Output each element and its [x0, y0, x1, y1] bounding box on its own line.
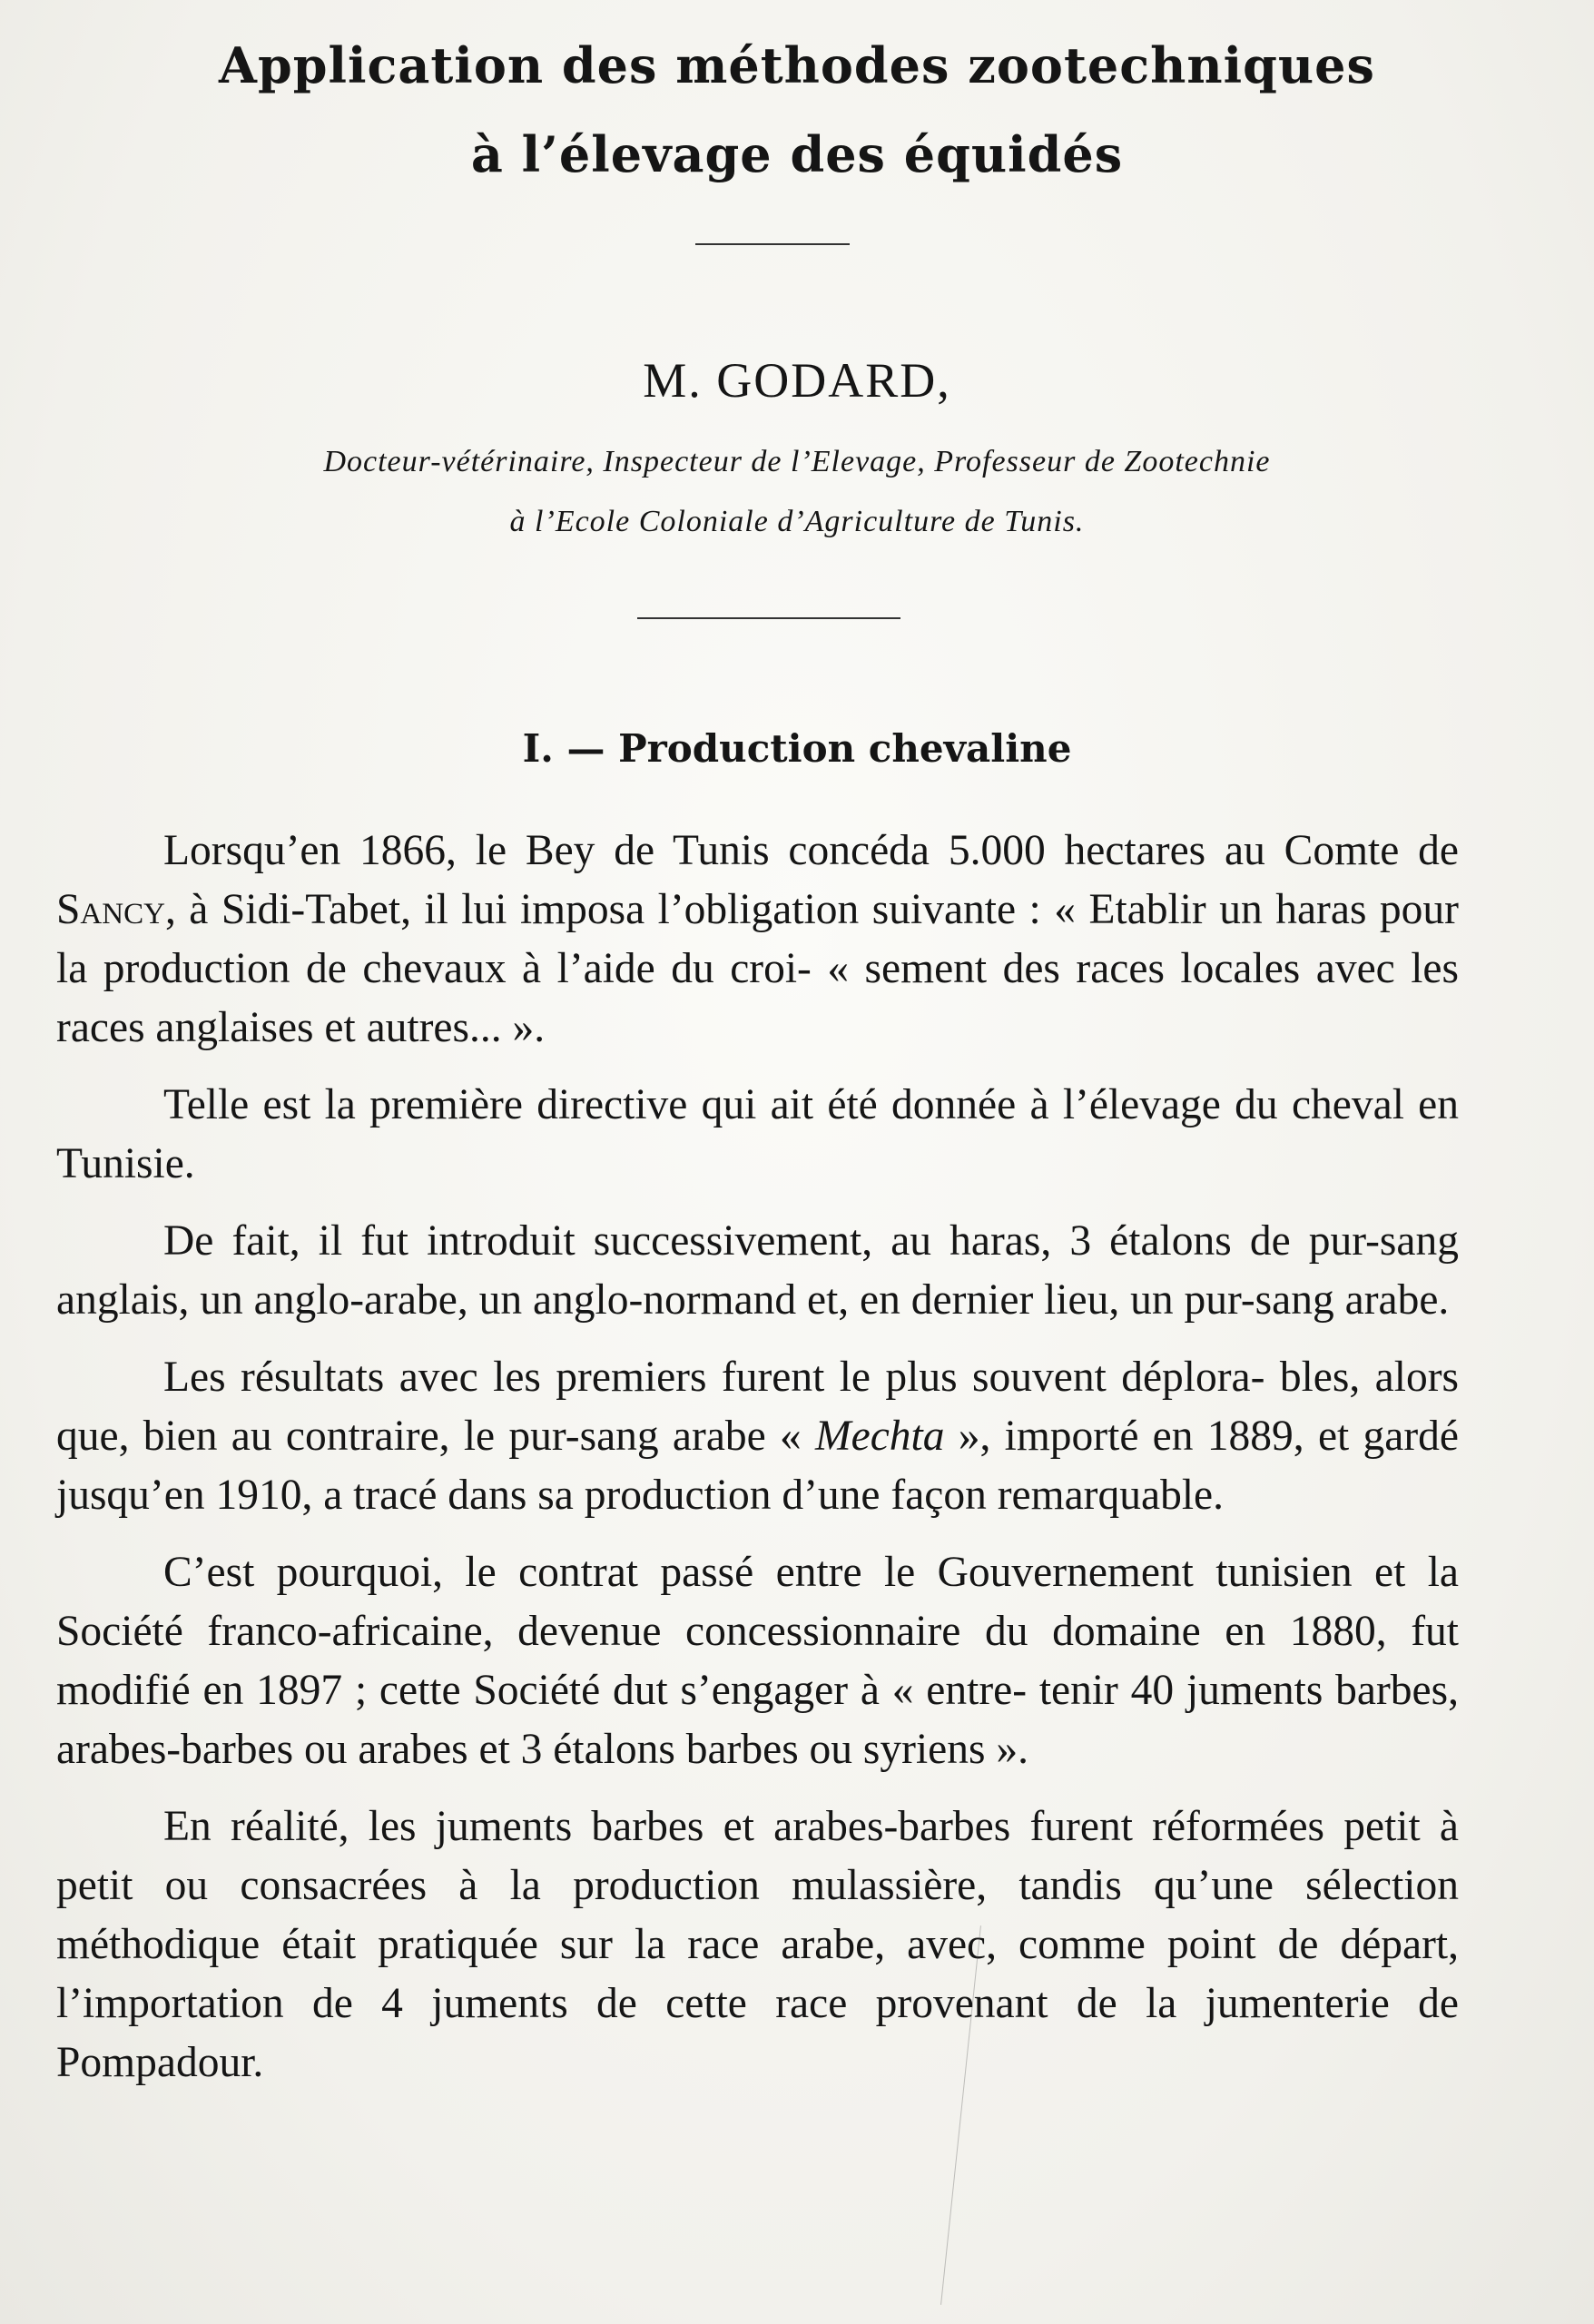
- paragraph-2: Telle est la première directive qui ait été donnée à l’élevage du cheval en Tunisie.: [56, 1081, 1459, 1187]
- title-divider: [695, 243, 850, 245]
- body-text: [56, 822, 1459, 2111]
- paragraph-1-part-a: Lorsqu’en 1866, le Bey de Tunis concéda 5.000 hectares au Comte de: [163, 827, 1459, 874]
- title-line-2: à l’élevage des équidés: [470, 125, 1124, 183]
- author-affiliation-line-2: à l’Ecole Coloniale d’Agriculture de Tunis.: [509, 505, 1085, 538]
- author-affiliation-line-1: Docteur-vétérinaire, Inspecteur de l’Elevage, Professeur de Zootechnie: [323, 445, 1271, 478]
- paragraph-4-part-b: », importé en 1889, et gardé jusqu’en 1910, a tracé dans sa production d’une façon remarquable.: [56, 1413, 1459, 1519]
- title-line-1: Application des méthodes zootechniques: [219, 36, 1375, 94]
- author-divider: [637, 617, 900, 619]
- paragraph-1-part-b: , à Sidi-Tabet, il lui imposa l’obligation suivante : « Etablir un haras pour la production de chevaux à l’aide du croi- « sement des races locales avec les races anglaises et autres... ».: [56, 886, 1459, 1051]
- paragraph-6: En réalité, les juments barbes et arabes-barbes furent réformées petit à petit ou consacrées à la production mulassière, tandis qu’une sélection méthodique était pratiquée sur la race arabe, avec, comme point de départ, l’importation de 4 juments de cette race provenant de la jumenterie de Pompadour.: [56, 1803, 1459, 2086]
- paragraph-3: De fait, il fut introduit successivement, au haras, 3 étalons de pur-sang anglais, un anglo-arabe, un anglo-normand et, en dernier lieu, un pur-sang arabe.: [56, 1217, 1459, 1324]
- paragraph-4-part-a: Les résultats avec les premiers furent le plus souvent déplora- bles, alors que, bien au contraire, le pur-sang arabe «: [56, 1354, 1459, 1460]
- section-heading: I. — Production chevaline: [522, 726, 1072, 771]
- paragraph-5: C’est pourquoi, le contrat passé entre le Gouvernement tunisien et la Société franco-africaine, devenue concessionnaire du domaine en 1880, fut modifié en 1897 ; cette Société dut s’engager à « entre- tenir 40 juments barbes, arabes-barbes ou arabes et 3 étalons barbes ou syriens ».: [56, 1549, 1459, 1773]
- name-mechta: Mechta: [815, 1413, 945, 1460]
- author-name: M. GODARD,: [643, 353, 951, 408]
- name-sancy: Sancy: [56, 886, 165, 933]
- paragraph-4: [56, 1348, 1459, 1525]
- paragraph-1: [56, 822, 1459, 1058]
